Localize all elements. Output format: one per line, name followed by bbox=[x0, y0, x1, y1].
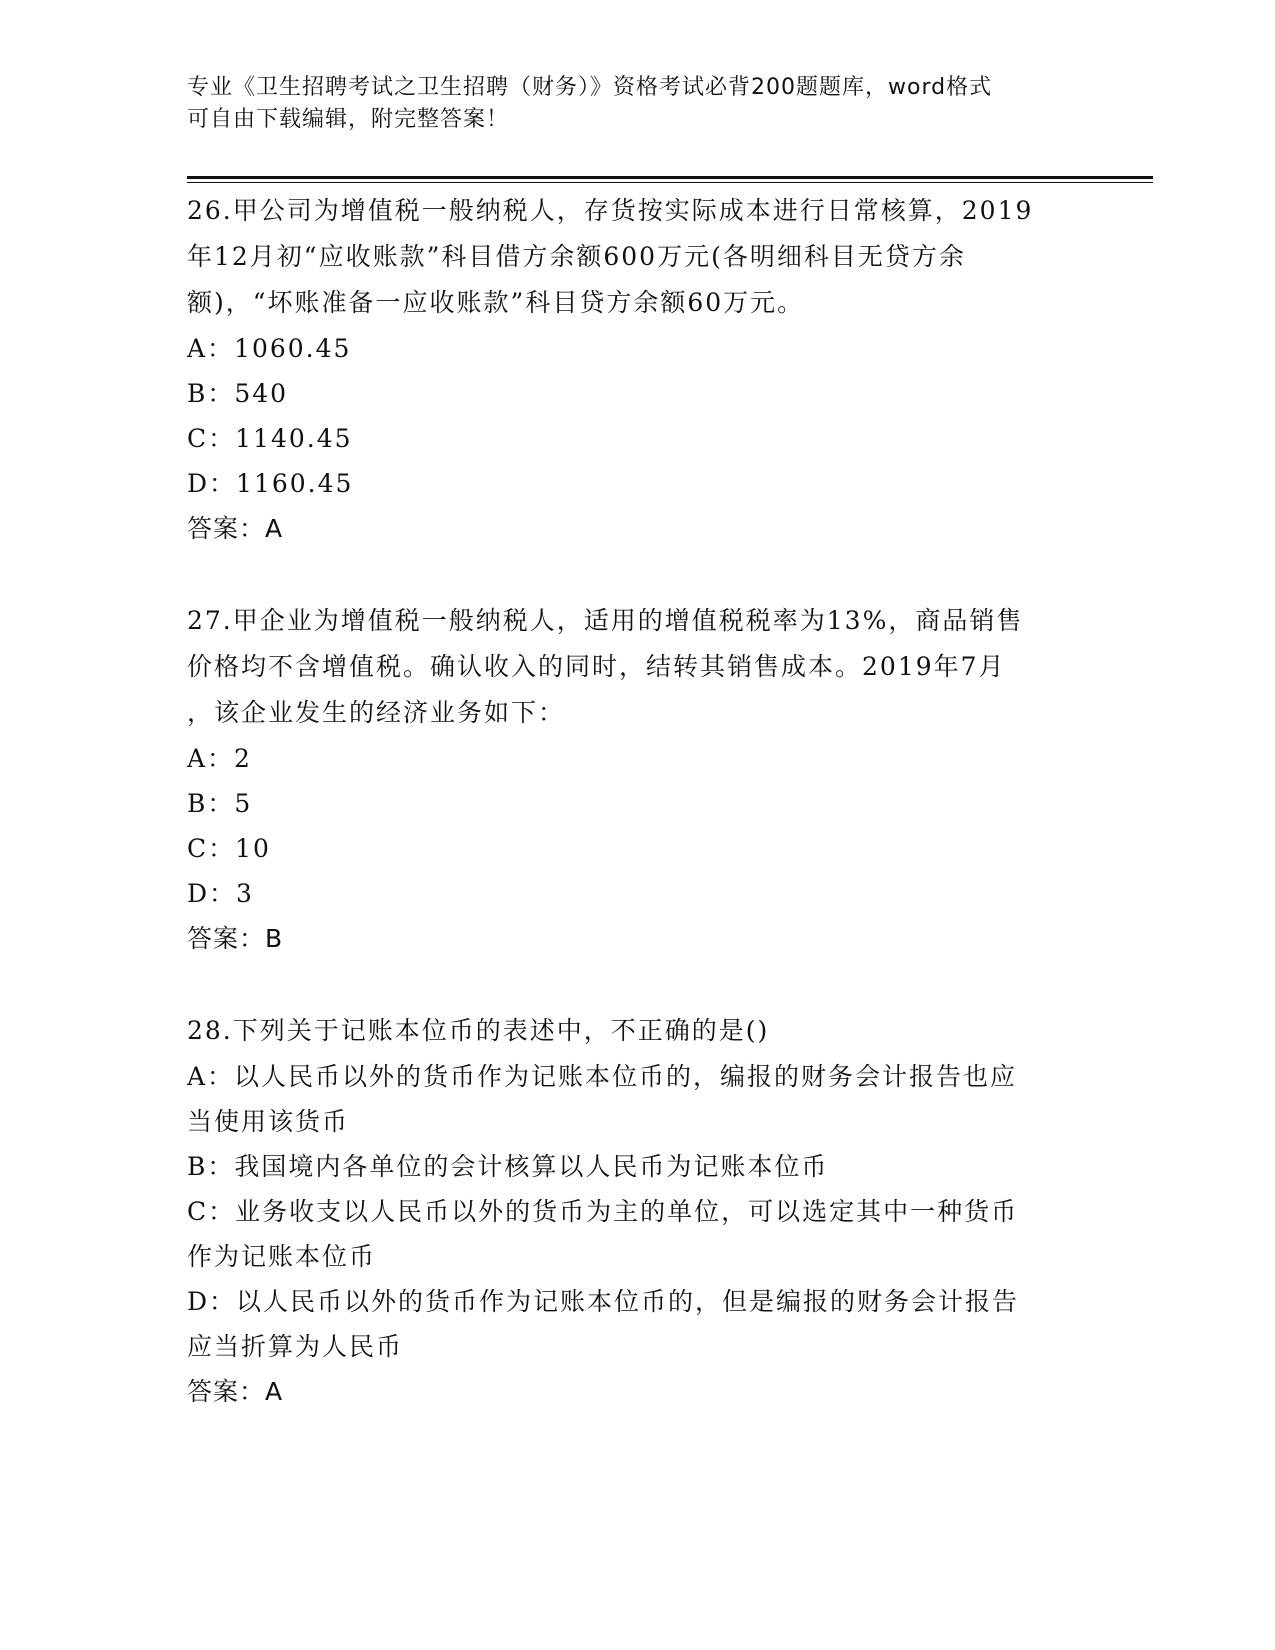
option-b: B：我国境内各单位的会计核算以人民币为记账本位币 bbox=[187, 1152, 829, 1181]
option-line: 作为记账本位币 bbox=[187, 1242, 377, 1271]
header-line-2: 可自由下载编辑，附完整答案！ bbox=[187, 107, 510, 132]
answer-label: 答案：A bbox=[187, 514, 284, 543]
option-a bbox=[187, 1054, 1087, 1144]
question-list bbox=[187, 188, 1087, 1415]
question-28 bbox=[187, 1008, 1087, 1415]
option-line: D：以人民币以外的货币作为记账本位币的，但是编报的财务会计报告 bbox=[187, 1287, 1020, 1316]
question-spacer bbox=[187, 962, 1087, 1008]
question-27 bbox=[187, 598, 1087, 962]
stem-line: 28.下列关于记账本位币的表述中，不正确的是() bbox=[187, 1016, 770, 1045]
stem-line: 价格均不含增值税。确认收入的同时，结转其销售成本。2019年7月 bbox=[187, 652, 1006, 681]
stem-line: 26.甲公司为增值税一般纳税人，存货按实际成本进行日常核算，2019 bbox=[187, 196, 1034, 225]
question-spacer bbox=[187, 552, 1087, 598]
question-stem bbox=[187, 1008, 1087, 1054]
option-line: 应当折算为人民币 bbox=[187, 1332, 404, 1361]
answer-label: 答案：B bbox=[187, 924, 284, 953]
option-b: B：540 bbox=[187, 379, 289, 408]
stem-line: ，该企业发生的经济业务如下： bbox=[187, 698, 566, 727]
stem-line: 年12月初“应收账款”科目借方余额600万元(各明细科目无贷方余 bbox=[187, 242, 966, 271]
option-line: 当使用该货币 bbox=[187, 1107, 350, 1136]
option-d: D：1160.45 bbox=[187, 469, 354, 498]
option-line: A：以人民币以外的货币作为记账本位币的，编报的财务会计报告也应 bbox=[187, 1062, 1018, 1091]
option-d bbox=[187, 1279, 1087, 1369]
option-a: A：2 bbox=[187, 744, 252, 773]
option-line: C：业务收支以人民币以外的货币为主的单位，可以选定其中一种货币 bbox=[187, 1197, 1019, 1226]
option-b: B：5 bbox=[187, 789, 253, 818]
question-stem bbox=[187, 188, 1087, 326]
option-d: D：3 bbox=[187, 879, 254, 908]
option-a: A：1060.45 bbox=[187, 334, 352, 363]
option-c bbox=[187, 1189, 1087, 1279]
option-c: C：1140.45 bbox=[187, 424, 353, 453]
header-line-1: 专业《卫生招聘考试之卫生招聘（财务）》资格考试必背200题题库，word格式 bbox=[187, 75, 993, 100]
question-stem bbox=[187, 598, 1087, 736]
question-26 bbox=[187, 188, 1087, 552]
stem-line: 额)，“坏账准备一应收账款”科目贷方余额60万元。 bbox=[187, 288, 805, 317]
stem-line: 27.甲企业为增值税一般纳税人，适用的增值税税率为13%，商品销售 bbox=[187, 606, 1024, 635]
header-divider-thick bbox=[187, 176, 1153, 179]
document-header bbox=[187, 72, 1067, 136]
header-divider-thin bbox=[187, 182, 1153, 183]
option-c: C：10 bbox=[187, 834, 271, 863]
answer-label: 答案：A bbox=[187, 1377, 284, 1406]
